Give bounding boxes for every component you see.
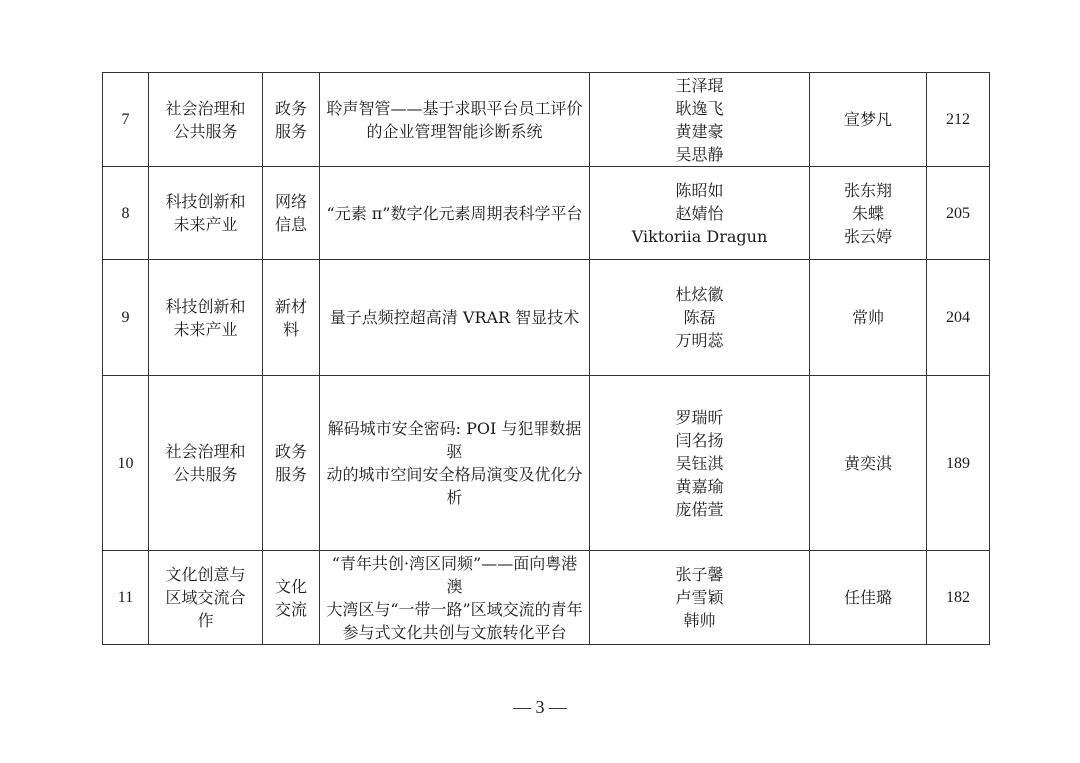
field-category: 文化创意与 区域交流合 作 — [149, 551, 263, 645]
score: 182 — [927, 551, 990, 645]
team-members: 王泽琨 耿逸飞 黄建豪 吴思静 — [590, 73, 810, 167]
table-row — [103, 376, 990, 551]
project-title: 解码城市安全密码: POI 与犯罪数据驱 动的城市空间安全格局演变及优化分 析 — [320, 376, 590, 551]
row-number: 8 — [103, 167, 149, 260]
score: 212 — [927, 73, 990, 167]
award-table — [102, 72, 990, 645]
sub-category: 政务 服务 — [263, 376, 320, 551]
team-members: 杜炫徽 陈磊 万明蕊 — [590, 260, 810, 376]
table-row — [103, 260, 990, 376]
project-title: “青年共创·湾区同频”——面向粤港澳 大湾区与“一带一路”区域交流的青年 参与式文化共创与文旅转化平台 — [320, 551, 590, 645]
sub-category: 新材 料 — [263, 260, 320, 376]
field-category: 科技创新和 未来产业 — [149, 260, 263, 376]
advisor: 黄奕淇 — [810, 376, 927, 551]
advisor: 任佳璐 — [810, 551, 927, 645]
advisor: 常帅 — [810, 260, 927, 376]
score: 205 — [927, 167, 990, 260]
row-number: 11 — [103, 551, 149, 645]
row-number: 10 — [103, 376, 149, 551]
table-row — [103, 167, 990, 260]
table-row — [103, 73, 990, 167]
row-number: 9 — [103, 260, 149, 376]
project-title: “元素 π”数字化元素周期表科学平台 — [320, 167, 590, 260]
table-row — [103, 551, 990, 645]
team-members: 张子馨 卢雪颖 韩帅 — [590, 551, 810, 645]
score: 189 — [927, 376, 990, 551]
sub-category: 网络 信息 — [263, 167, 320, 260]
field-category: 科技创新和 未来产业 — [149, 167, 263, 260]
team-members: 陈昭如 赵婧怡 Viktoriia Dragun — [590, 167, 810, 260]
project-title: 聆声智管——基于求职平台员工评价 的企业管理智能诊断系统 — [320, 73, 590, 167]
field-category: 社会治理和 公共服务 — [149, 376, 263, 551]
team-members: 罗瑞昕 闫名扬 吴钰淇 黄嘉瑜 庞偌萱 — [590, 376, 810, 551]
sub-category: 政务 服务 — [263, 73, 320, 167]
row-number: 7 — [103, 73, 149, 167]
field-category: 社会治理和 公共服务 — [149, 73, 263, 167]
project-title: 量子点频控超高清 VRAR 智显技术 — [320, 260, 590, 376]
advisor: 宣梦凡 — [810, 73, 927, 167]
page-number: — 3 — — [513, 697, 567, 717]
advisor: 张东翔 朱蝶 张云婷 — [810, 167, 927, 260]
sub-category: 文化 交流 — [263, 551, 320, 645]
score: 204 — [927, 260, 990, 376]
